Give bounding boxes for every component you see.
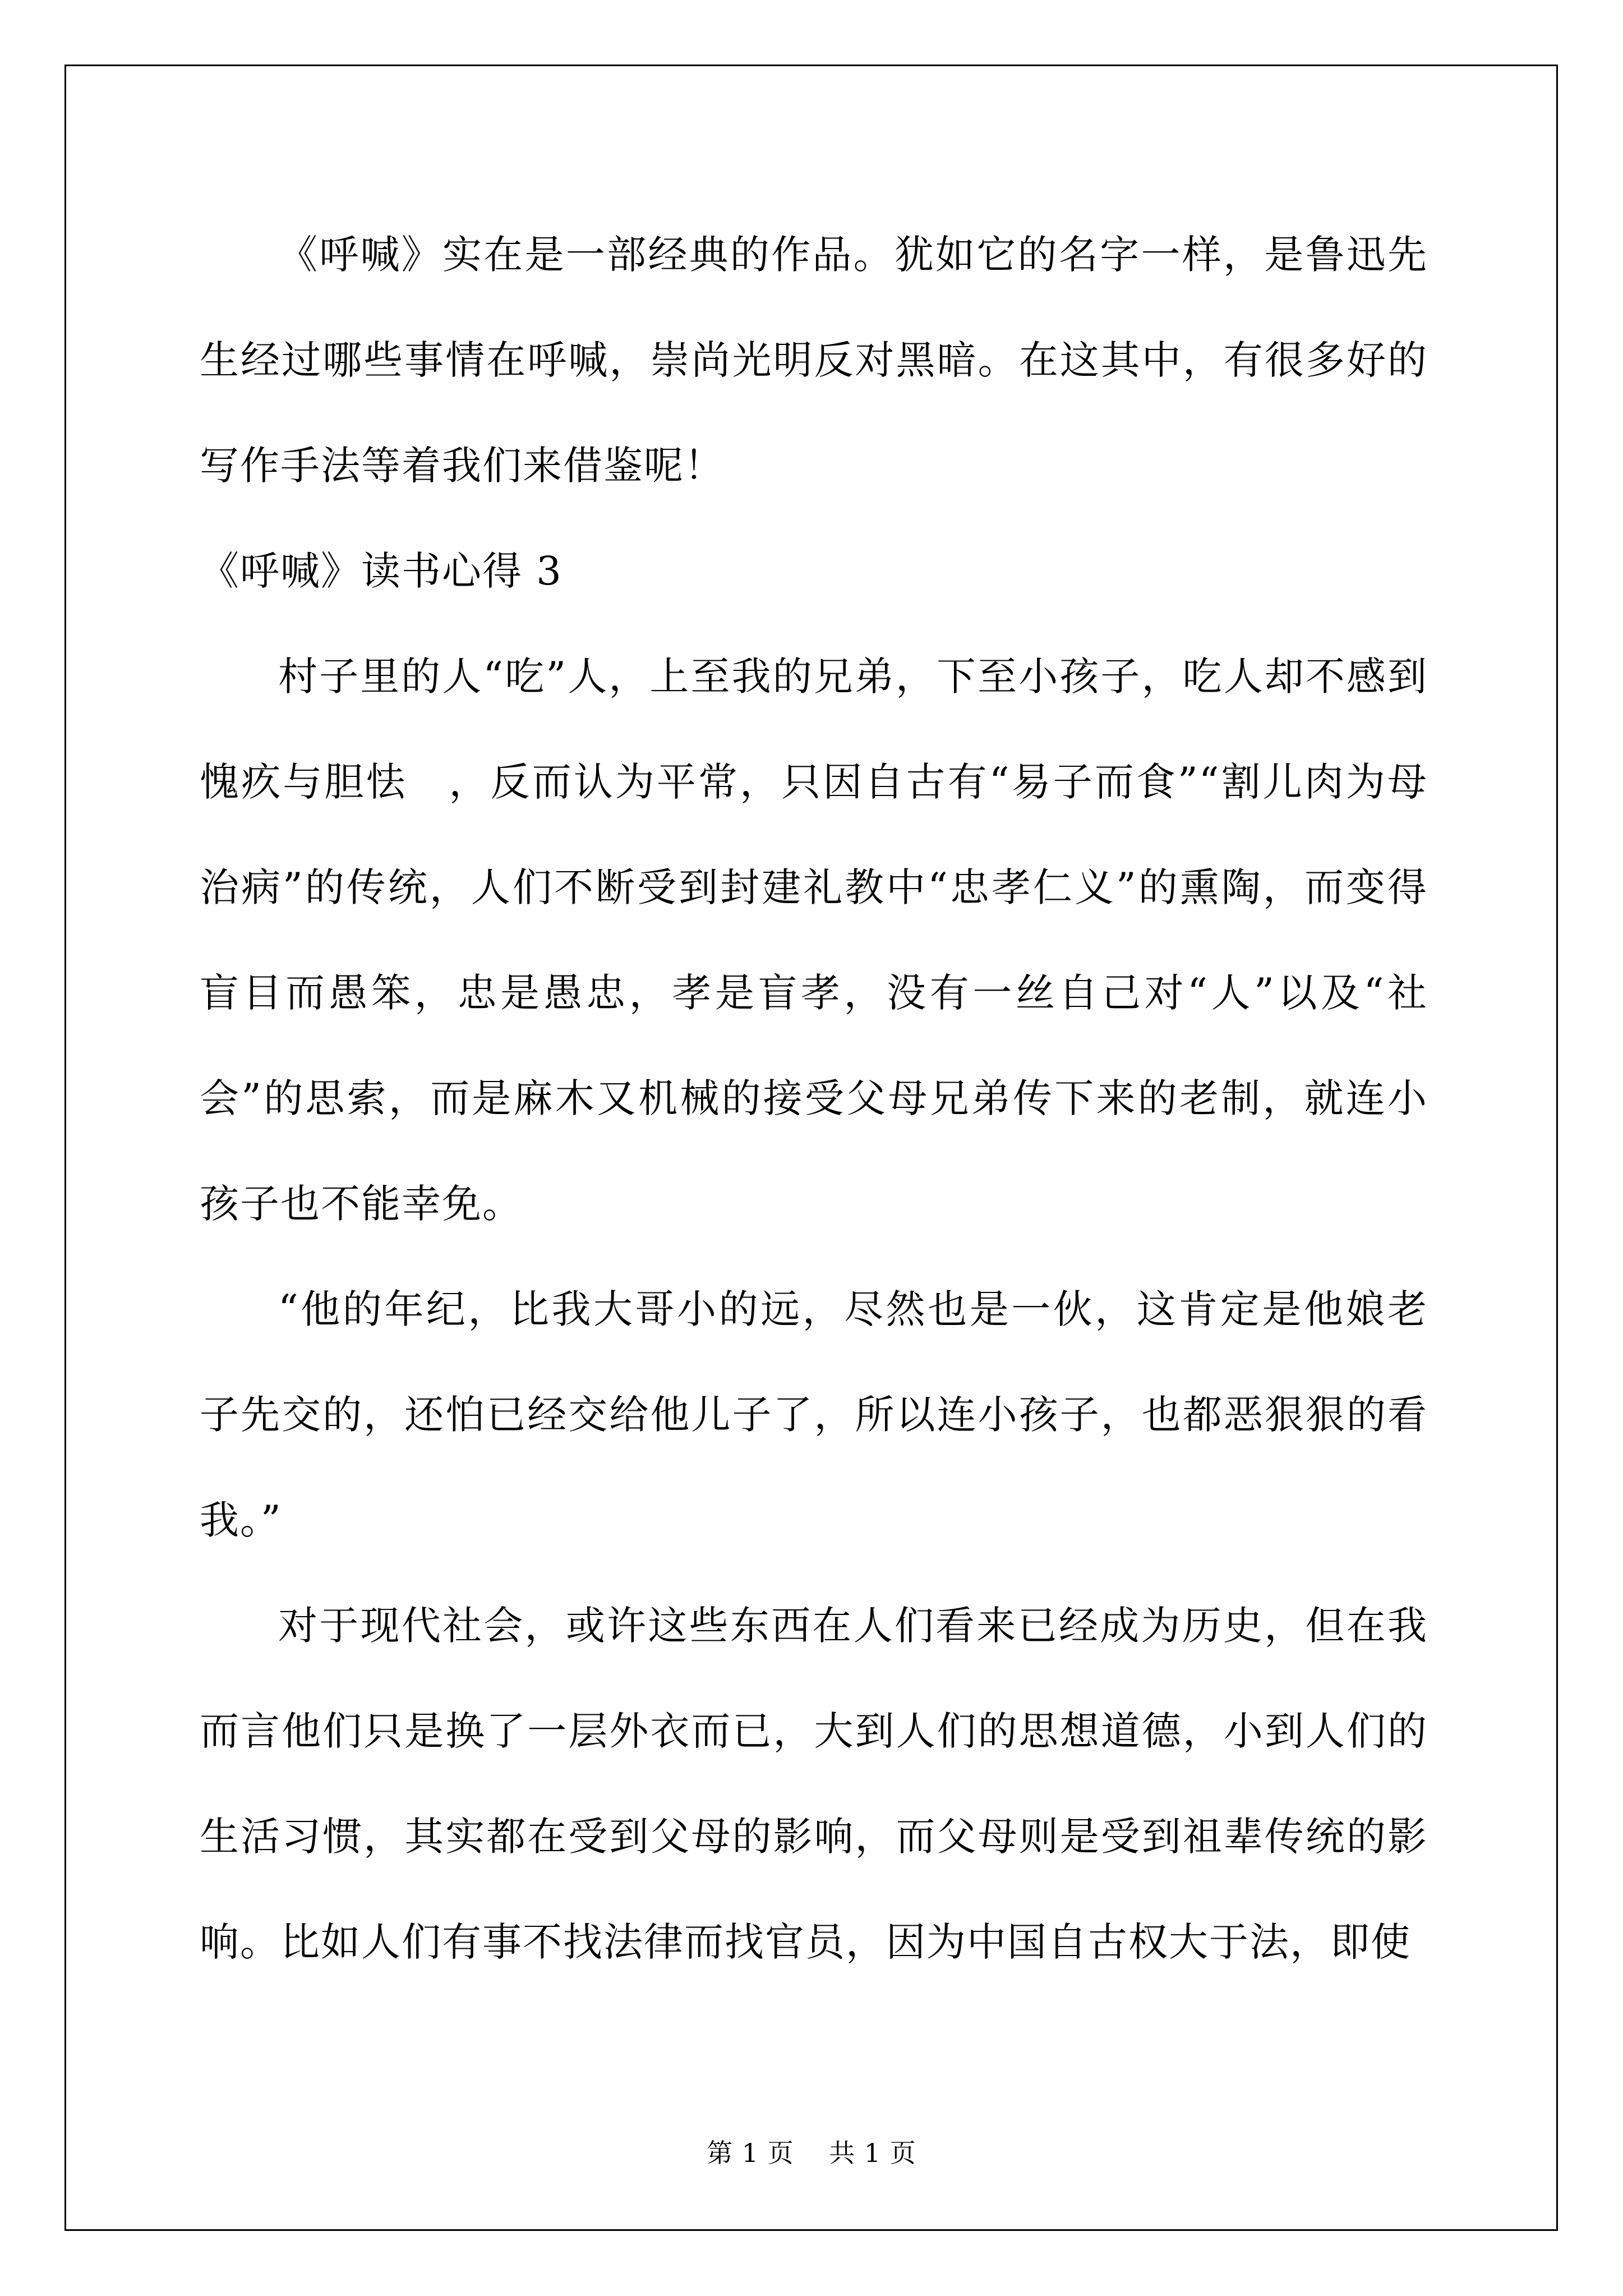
paragraph-1: 《呼喊》实在是一部经典的作品。犹如它的名字一样，是鲁迅先生经过哪些事情在呼喊，崇尚光明反对黑暗。在这其中，有很多好的写作手法等着我们来借鉴呢！ — [200, 232, 1428, 489]
paragraph-3: “他的年纪，比我大哥小的远，尽然也是一伙，这肯定是他娘老子先交的，还怕已经交给他儿子了，所以连小孩子，也都恶狠狠的看我。” — [200, 1286, 1428, 1543]
page-number-total: 共 1 页 — [829, 2138, 916, 2168]
page-footer — [0, 2136, 1623, 2170]
paragraph-2: 村子里的人“吃”人，上至我的兄弟，下至小孩子，吃人却不感到愧疚与胆怯 ，反而认为平常，只因自古有“易子而食”“割儿肉为母治病”的传统，人们不断受到封建礼教中“忠孝仁义”的熏陶，而变得盲目而愚笨，忠是愚忠，孝是盲孝，没有一丝自己对“人”以及“社会”的思索，而是麻木又机械的接受父母兄弟传下来的老制，就连小孩子也不能幸免。 — [200, 654, 1428, 1227]
page-number-current: 第 1 页 — [707, 2138, 794, 2168]
document-body — [200, 202, 1428, 1995]
paragraph-4: 对于现代社会，或许这些东西在人们看来已经成为历史，但在我而言他们只是换了一层外衣而已，大到人们的思想道德，小到人们的生活习惯，其实都在受到父母的影响，而父母则是受到祖辈传统的影响。比如人们有事不找法律而找官员，因为中国自古权大于法，即使 — [200, 1603, 1428, 1965]
section-heading: 《呼喊》读书心得 3 — [200, 548, 562, 594]
